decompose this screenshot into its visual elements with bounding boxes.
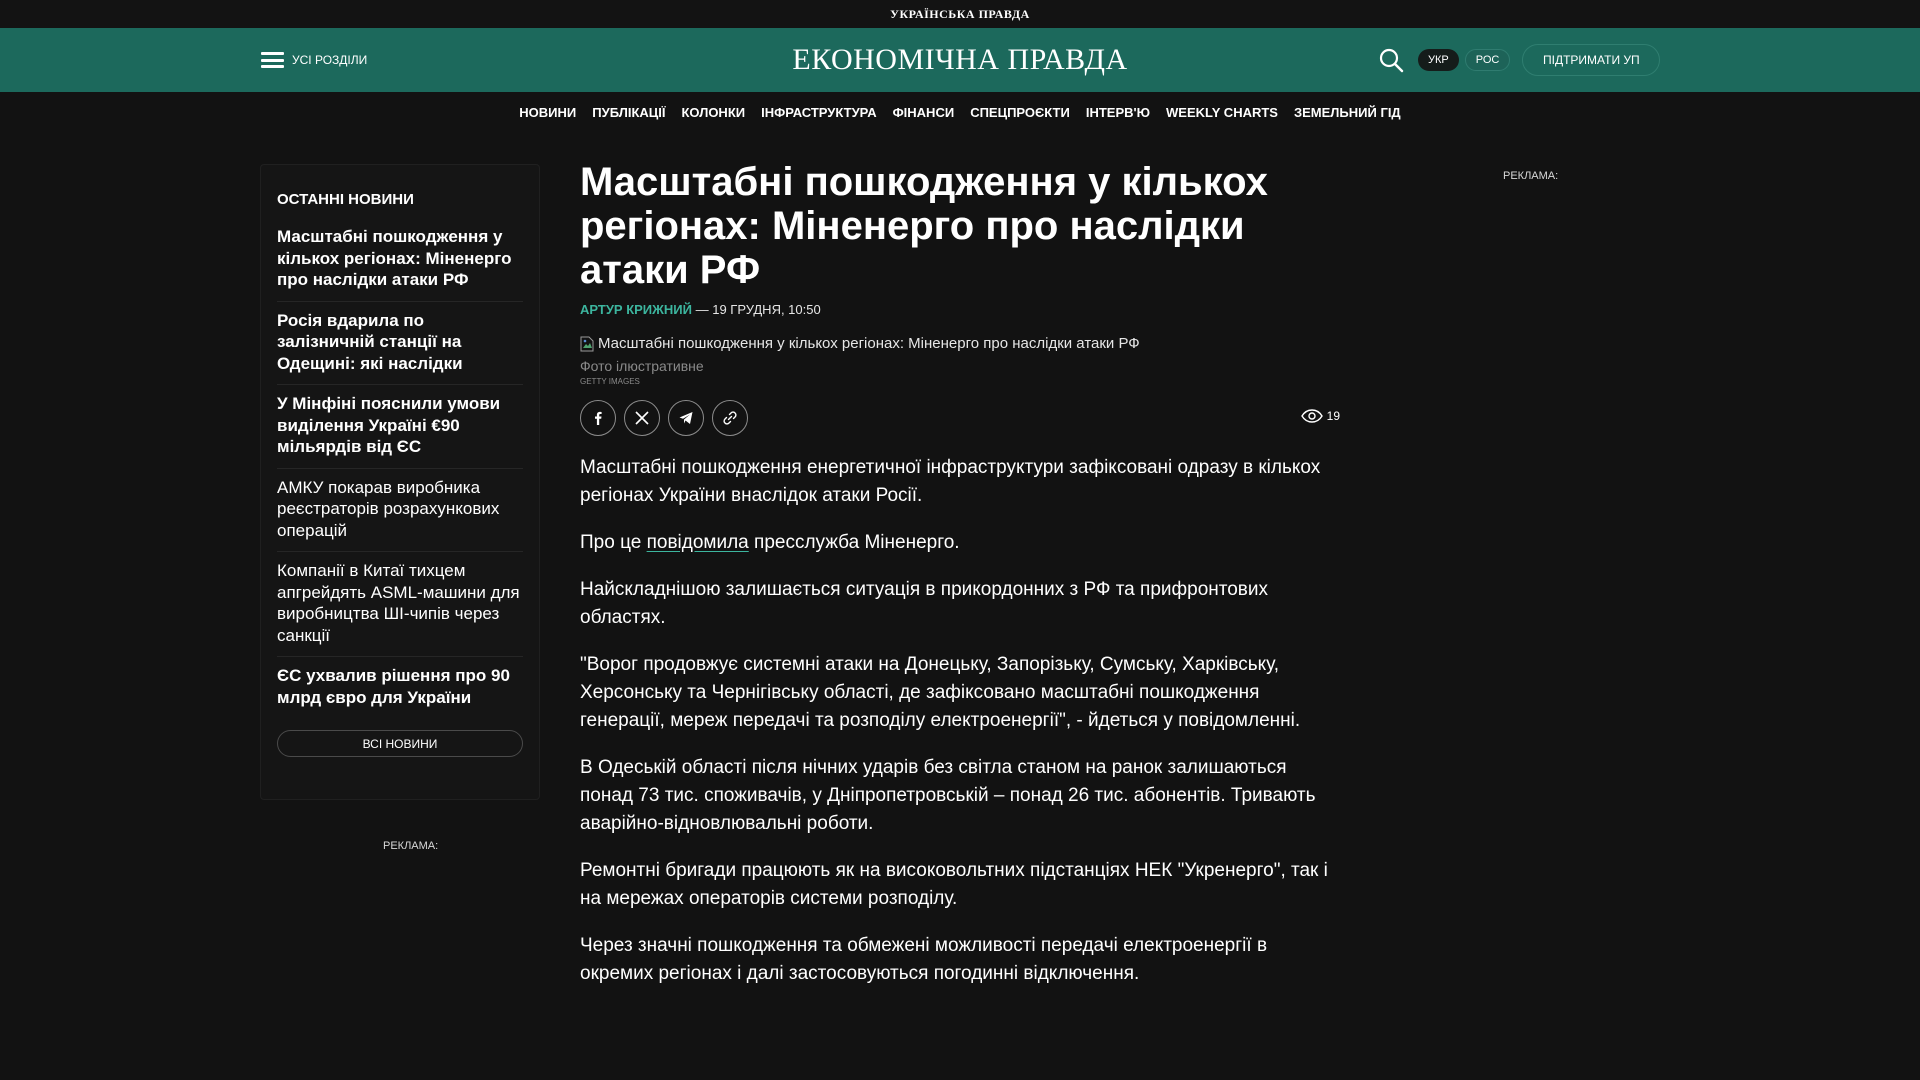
facebook-icon <box>590 410 606 426</box>
site-logo[interactable]: ЕКОНОМІЧНА ПРАВДА <box>792 43 1128 76</box>
all-sections-button[interactable] <box>261 28 367 92</box>
nav-item-special-projects[interactable]: СПЕЦПРОЄКТИ <box>970 105 1070 120</box>
hamburger-icon <box>261 52 284 68</box>
eye-icon <box>1301 409 1323 423</box>
nav-item-finance[interactable]: ФІНАНСИ <box>892 105 955 120</box>
news-item[interactable]: Масштабні пошкодження у кількох регіонах: Міненерго про наслідки атаки РФ <box>277 218 523 302</box>
nav-item-publications[interactable]: ПУБЛІКАЦІЇ <box>592 105 666 120</box>
news-item[interactable]: АМКУ покарав виробника реєстраторів розрахункових операцій <box>277 469 523 553</box>
nav-item-news[interactable]: НОВИНИ <box>519 105 577 120</box>
nav-item-land-guide[interactable]: ЗЕМЕЛЬНИЙ ГІД <box>1293 105 1401 120</box>
nav-item-columns[interactable]: КОЛОНКИ <box>681 105 746 120</box>
telegram-icon <box>678 410 694 426</box>
latest-news-sidebar <box>260 164 540 800</box>
image-credit: GETTY IMAGES <box>580 377 640 386</box>
share-telegram-button[interactable] <box>668 400 704 436</box>
lang-ros-button[interactable]: РОС <box>1465 49 1511 71</box>
views-count: 19 <box>1326 409 1340 423</box>
article-body <box>580 454 1340 988</box>
share-x-button[interactable] <box>624 400 660 436</box>
article-image <box>580 335 1340 352</box>
article-title: Масштабні пошкодження у кількох регіонах: Міненерго про наслідки атаки РФ <box>580 160 1268 292</box>
ad-label-right: РЕКЛАМА: <box>1503 170 1559 182</box>
top-brand-link[interactable]: УКРАЇНСЬКА ПРАВДА <box>890 6 1030 21</box>
article-paragraph: Через значні пошкодження та обмежені можливості передачі електроенергії в окремих регіонах і далі застосовуються погодинні відключення. <box>580 935 1268 984</box>
image-alt-text: Масштабні пошкодження у кількох регіонах: Міненерго про наслідки атаки РФ <box>598 335 1140 352</box>
support-button[interactable]: ПІДТРИМАТИ УП <box>1522 44 1660 76</box>
article-meta <box>580 302 1340 317</box>
news-item[interactable]: Росія вдарила по залізничній станції на Одещині: які наслідки <box>277 302 523 386</box>
all-news-button[interactable]: ВСІ НОВИНИ <box>277 730 523 757</box>
nav-item-infrastructure[interactable]: ІНФРАСТРУКТУРА <box>761 105 877 120</box>
source-link[interactable]: повідомила <box>646 532 749 553</box>
article-paragraph: Ремонтні бригади працюють як на високовольтних підстанціях НЕК "Укренерго", так і на мережах операторів системи розподілу. <box>580 860 1328 909</box>
site-header <box>0 28 1920 92</box>
all-sections-label: УСІ РОЗДІЛИ <box>292 53 368 67</box>
lang-ukr-button[interactable]: УКР <box>1418 49 1459 71</box>
share-facebook-button[interactable] <box>580 400 616 436</box>
nav-item-weekly-charts[interactable]: WEEKLY CHARTS <box>1166 105 1278 120</box>
share-bar <box>580 400 1340 436</box>
article-paragraph: "Ворог продовжує системні атаки на Донецьку, Запорізьку, Сумську, Харківську, Херсонську та Чернігівську області, де зафіксовано масштабні пошкодження генерації, мереж передачі та розподілу електроенергії", - йдеться у повідомленні. <box>580 654 1301 731</box>
content-clip <box>580 990 1340 1000</box>
main-nav <box>0 92 1920 133</box>
x-icon <box>634 410 650 426</box>
latest-news-list <box>277 218 523 718</box>
image-caption: Фото ілюстративне <box>580 358 704 374</box>
top-strip <box>0 0 1920 28</box>
article-paragraph: Масштабні пошкодження енергетичної інфраструктури зафіксовані одразу в кількох регіонах України внаслідок атаки Росії. <box>580 457 1321 506</box>
views-counter <box>1301 409 1340 423</box>
copy-link-button[interactable] <box>712 400 748 436</box>
article-paragraph: Про це повідомила пресслужба Міненерго. <box>580 532 960 553</box>
article-paragraph: В Одеській області після нічних ударів без світла станом на ранок залишаються понад 73 тис. споживачів, у Дніпропетровській – понад 26 тис. абонентів. Тривають аварійно-відновлювальні роботи. <box>580 757 1316 834</box>
search-icon[interactable] <box>1378 47 1404 73</box>
nav-item-interviews[interactable]: ІНТЕРВ'Ю <box>1085 105 1151 120</box>
author-link[interactable]: АРТУР КРИЖНИЙ <box>580 302 692 317</box>
language-switcher <box>1418 49 1510 71</box>
news-item[interactable]: Компанії в Китаї тихцем апгрейдять ASML-машини для виробництва ШІ-чипів через санкції <box>277 552 523 657</box>
news-item[interactable]: У Мінфіні пояснили умови виділення Україні €90 мільярдів від ЄС <box>277 385 523 469</box>
link-icon <box>722 410 738 426</box>
article-date: — 19 ГРУДНЯ, 10:50 <box>691 302 821 317</box>
ad-label-left: РЕКЛАМА: <box>383 840 439 852</box>
broken-image-icon <box>580 336 594 352</box>
news-item[interactable]: ЄС ухвалив рішення про 90 млрд євро для України <box>277 666 510 707</box>
article <box>580 160 1340 996</box>
latest-news-title: ОСТАННІ НОВИНИ <box>277 191 414 208</box>
article-paragraph: Найскладнішою залишається ситуація в прикордонних з РФ та прифронтових областях. <box>580 579 1269 628</box>
